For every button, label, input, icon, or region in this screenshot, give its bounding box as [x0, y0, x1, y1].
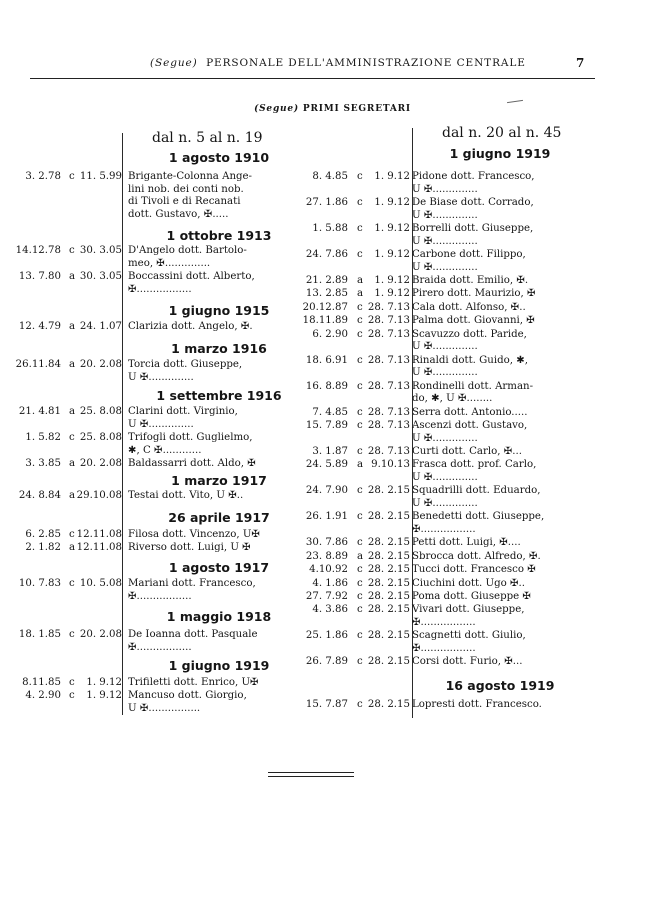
- personnel-entry: [0, 484, 665, 509]
- name-line: Rinaldi dott. Guido, ✱,: [412, 354, 529, 366]
- name-line: U ✠..............: [412, 341, 478, 353]
- name-line: Pirero dott. Maurizio, ✠: [412, 288, 536, 300]
- personnel-entry: [0, 550, 665, 564]
- name-line: Mariani dott. Francesco,: [128, 578, 256, 589]
- name-line: ✠.................: [412, 642, 476, 654]
- entry-date: 30. 3.05: [79, 271, 122, 282]
- entry-date: 28. 2.15: [367, 699, 410, 710]
- promotion-date-heading: 1 giugno 1915: [168, 303, 270, 318]
- birth-date: 21. 2.89: [305, 275, 348, 286]
- name-line: do, ✱, U ✠........: [412, 393, 493, 405]
- range-heading: dal n. 5 al n. 19: [152, 130, 263, 146]
- name-line: De Biase dott. Corrado,: [412, 197, 534, 208]
- entry-date: 28. 2.15: [367, 537, 410, 549]
- name-line: ✠.................: [128, 283, 192, 295]
- birth-date: 6. 2.90: [312, 328, 348, 340]
- name-line: Trifiletti dott. Enrico, U✠: [128, 677, 259, 688]
- class-code: c: [357, 197, 363, 208]
- name-line: U ✠..............: [412, 261, 478, 273]
- promotion-date-heading: 1 agosto 1910: [168, 150, 270, 165]
- name-line: Serra dott. Antonio.....: [412, 406, 528, 418]
- birth-date: 24. 7.90: [305, 485, 348, 497]
- class-code: c: [357, 564, 363, 576]
- birth-date: 3. 1.87: [312, 446, 348, 457]
- personnel-entry: [0, 274, 665, 288]
- name-line: Frasca dott. prof. Carlo,: [412, 459, 537, 471]
- birth-date: 4.10.92: [309, 564, 348, 576]
- class-code: c: [357, 577, 363, 589]
- entry-date: 28. 2.15: [367, 511, 410, 523]
- name-line: Trifogli dott. Guglielmo,: [128, 432, 253, 443]
- entry-date: 28. 2.15: [367, 591, 410, 602]
- name-line: Scagnetti dott. Giulio,: [412, 630, 526, 642]
- class-code: c: [69, 677, 75, 688]
- class-code: c: [357, 301, 363, 313]
- birth-date: 26.11.84: [15, 359, 61, 370]
- entry-date: 28. 7.13: [367, 406, 410, 418]
- entry-date: 30. 3.05: [79, 245, 122, 256]
- class-code: c: [357, 328, 363, 340]
- personnel-entry: [0, 314, 665, 328]
- entry-date: 1. 9.12: [374, 275, 410, 286]
- class-code: c: [69, 245, 75, 256]
- birth-date: 3. 2.78: [25, 171, 61, 182]
- entry-date: 28. 2.15: [367, 550, 410, 562]
- promotion-date-heading: 16 agosto 1919: [445, 678, 555, 693]
- class-code: a: [357, 550, 364, 562]
- birth-date: 30. 7.86: [305, 537, 348, 549]
- sub-segue-label: (Segue): [254, 104, 299, 114]
- class-code: c: [357, 315, 363, 327]
- personnel-entry: [0, 354, 665, 379]
- class-code: c: [357, 485, 363, 497]
- class-code: a: [357, 275, 364, 286]
- birth-date: 20.12.87: [302, 301, 348, 313]
- class-code: c: [357, 354, 363, 366]
- name-line: Squadrilli dott. Eduardo,: [412, 485, 541, 497]
- promotion-date-heading: 1 agosto 1917: [168, 560, 270, 575]
- birth-date: 13. 2.85: [305, 288, 348, 300]
- entry-date: 29.10.08: [76, 490, 122, 501]
- promotion-date-heading: 26 aprile 1917: [168, 510, 270, 525]
- personnel-entry: [0, 577, 665, 591]
- name-line: Corsi dott. Furio, ✠...: [412, 656, 523, 668]
- entry-date: 28. 2.15: [367, 656, 410, 668]
- birth-date: 21. 4.81: [18, 406, 61, 417]
- entry-date: 11. 5.99: [79, 171, 122, 182]
- name-line: Pidone dott. Francesco,: [412, 171, 535, 182]
- entry-date: 28. 2.15: [367, 485, 410, 497]
- entry-date: 25. 8.08: [79, 406, 122, 417]
- name-line: Riverso dott. Luigi, U ✠: [128, 542, 251, 554]
- birth-date: 27. 7.92: [305, 591, 348, 602]
- name-line: Poma dott. Giuseppe ✠: [412, 591, 531, 602]
- promotion-date-heading: 1 marzo 1916: [171, 341, 267, 356]
- entry-date: 20. 2.08: [79, 629, 122, 640]
- name-line: Clarini dott. Virginio,: [128, 406, 238, 417]
- personnel-entry: [0, 676, 665, 690]
- class-code: a: [69, 542, 76, 554]
- birth-date: 4. 1.86: [312, 577, 348, 589]
- entry-date: 28. 7.13: [367, 301, 410, 313]
- entry-date: 12.11.08: [76, 529, 122, 540]
- name-line: dott. Gustavo, ✠.....: [128, 208, 229, 220]
- entry-date: 28. 2.15: [367, 630, 410, 642]
- name-line: Braida dott. Emilio, ✠.: [412, 275, 529, 286]
- name-line: Vivari dott. Giuseppe,: [412, 604, 525, 616]
- name-line: Sbrocca dott. Alfredo, ✠.: [412, 550, 541, 562]
- entry-date: 28. 7.13: [367, 354, 410, 366]
- class-code: c: [357, 223, 363, 234]
- birth-date: 12. 4.79: [18, 321, 61, 332]
- class-code: c: [69, 690, 75, 702]
- class-code: a: [69, 406, 76, 417]
- class-code: a: [357, 288, 364, 300]
- name-line: di Tivoli e di Recanati: [128, 196, 241, 208]
- entry-date: 24. 1.07: [79, 321, 122, 332]
- promotion-date-heading: 1 marzo 1917: [171, 473, 267, 488]
- birth-date: 10. 7.83: [18, 578, 61, 589]
- entry-date: 28. 2.15: [367, 564, 410, 576]
- class-code: c: [357, 537, 363, 549]
- segue-label: (Segue): [150, 57, 198, 69]
- personnel-entry: [0, 406, 665, 420]
- name-line: U ✠..............: [412, 497, 478, 509]
- class-code: a: [69, 321, 76, 332]
- closing-double-rule: [268, 772, 354, 777]
- name-line: U ✠..............: [412, 471, 478, 483]
- birth-date: 18. 1.85: [18, 629, 61, 640]
- name-line: U ✠..............: [412, 183, 478, 195]
- name-line: Brigante-Colonna Ange-: [128, 171, 253, 182]
- birth-date: 1. 5.82: [25, 432, 61, 443]
- birth-date: 26. 1.91: [305, 511, 348, 523]
- birth-date: 27. 1.86: [305, 197, 348, 208]
- entry-date: 25. 8.08: [79, 432, 122, 443]
- class-code: c: [357, 446, 363, 457]
- birth-date: 8. 4.85: [312, 171, 348, 182]
- header-rule: [30, 78, 595, 79]
- class-code: c: [69, 629, 75, 640]
- name-line: D'Angelo dott. Bartolo-: [128, 245, 247, 256]
- personnel-entry: [0, 603, 665, 628]
- birth-date: 18. 6.91: [305, 354, 348, 366]
- entry-date: 9.10.13: [371, 459, 410, 471]
- name-line: meo, ✠..............: [128, 257, 211, 269]
- name-line: Scavuzzo dott. Paride,: [412, 328, 527, 340]
- name-line: U ✠................: [128, 702, 201, 714]
- birth-date: 6. 2.85: [25, 529, 61, 540]
- class-code: c: [357, 171, 363, 182]
- name-line: Ciuchini dott. Ugo ✠..: [412, 577, 526, 589]
- entry-date: 1. 9.12: [374, 197, 410, 208]
- birth-date: 25. 1.86: [305, 630, 348, 642]
- class-code: c: [357, 630, 363, 642]
- section-title: PERSONALE DELL'AMMINISTRAZIONE CENTRALE: [206, 57, 526, 69]
- class-code: c: [357, 406, 363, 418]
- birth-date: 3. 3.85: [25, 458, 61, 469]
- name-line: ✠.................: [128, 641, 192, 653]
- entry-date: 28. 7.13: [367, 328, 410, 340]
- birth-date: 2. 1.82: [25, 542, 61, 554]
- birth-date: 8.11.85: [22, 677, 61, 688]
- entry-date: 20. 2.08: [79, 458, 122, 469]
- name-line: Palma dott. Giovanni, ✠: [412, 315, 535, 327]
- entry-date: 28. 2.15: [367, 577, 410, 589]
- birth-date: 24. 7.86: [305, 249, 348, 260]
- promotion-date-heading: 1 giugno 1919: [168, 658, 270, 673]
- class-code: c: [69, 171, 75, 182]
- name-line: U ✠..............: [412, 432, 478, 444]
- range-heading: dal n. 20 al n. 45: [442, 125, 562, 141]
- entry-date: 20. 2.08: [79, 359, 122, 370]
- name-line: ✱, C ✠............: [128, 444, 202, 456]
- class-code: a: [69, 490, 76, 501]
- entry-date: 10. 5.08: [79, 578, 122, 589]
- entry-date: 28. 2.15: [367, 604, 410, 616]
- class-code: a: [357, 459, 364, 471]
- class-code: c: [357, 511, 363, 523]
- class-code: c: [357, 591, 363, 602]
- name-line: Tucci dott. Francesco ✠: [412, 564, 536, 576]
- name-line: U ✠..............: [412, 235, 478, 247]
- entry-date: 1. 9.12: [374, 171, 410, 182]
- name-line: Carbone dott. Filippo,: [412, 249, 526, 260]
- name-line: Rondinelli dott. Arman-: [412, 380, 534, 392]
- entry-date: 12.11.08: [76, 542, 122, 554]
- birth-date: 24. 5.89: [305, 459, 348, 471]
- personnel-entry: [0, 287, 665, 301]
- sub-heading: [0, 104, 665, 114]
- name-line: Ascenzi dott. Gustavo,: [412, 420, 528, 431]
- name-line: Mancuso dott. Giorgio,: [128, 690, 247, 702]
- class-code: a: [69, 359, 76, 370]
- class-code: a: [69, 458, 76, 469]
- ink-mark: [507, 100, 523, 103]
- class-code: c: [69, 578, 75, 589]
- name-line: U ✠..............: [412, 209, 478, 221]
- class-code: c: [357, 420, 363, 431]
- name-line: Borrelli dott. Giuseppe,: [412, 223, 534, 234]
- page-number: 7: [576, 56, 585, 70]
- birth-date: 13. 7.80: [18, 271, 61, 282]
- promotion-date-heading: 1 settembre 1916: [156, 388, 282, 403]
- personnel-entry: [0, 563, 665, 577]
- name-line: ✠.................: [412, 616, 476, 628]
- entry-date: 1. 9.12: [374, 249, 410, 260]
- class-code: c: [357, 656, 363, 668]
- name-line: lini nob. dei conti nob.: [128, 183, 244, 195]
- name-line: Testai dott. Vito, U ✠..: [128, 490, 244, 501]
- entry-date: 28. 7.13: [367, 315, 410, 327]
- name-line: U ✠..............: [128, 371, 194, 383]
- name-line: Curti dott. Carlo, ✠...: [412, 446, 522, 457]
- class-code: c: [69, 432, 75, 443]
- personnel-entry: [0, 590, 665, 604]
- entry-date: 1. 9.12: [86, 690, 122, 702]
- birth-date: 26. 7.89: [305, 656, 348, 668]
- name-line: Clarizia dott. Angelo, ✠.: [128, 321, 253, 332]
- running-header: [0, 57, 665, 75]
- personnel-entry: [0, 629, 665, 654]
- birth-date: 15. 7.87: [305, 699, 348, 710]
- birth-date: 14.12.78: [15, 245, 61, 256]
- personnel-entry: [0, 536, 665, 550]
- birth-date: 7. 4.85: [312, 406, 348, 418]
- name-line: Torcia dott. Giuseppe,: [128, 359, 243, 370]
- class-code: c: [357, 699, 363, 710]
- entry-date: 1. 9.12: [374, 288, 410, 300]
- personnel-entry: [0, 301, 665, 315]
- birth-date: 4. 3.86: [312, 604, 348, 616]
- entry-date: 28. 7.13: [367, 380, 410, 392]
- promotion-date-heading: 1 maggio 1918: [166, 609, 272, 624]
- name-line: De Ioanna dott. Pasquale: [128, 629, 258, 640]
- name-line: U ✠..............: [128, 418, 194, 430]
- promotion-date-heading: 1 ottobre 1913: [166, 228, 272, 243]
- running-header-title: [150, 57, 526, 69]
- class-code: c: [357, 604, 363, 616]
- entry-date: 1. 9.12: [374, 223, 410, 234]
- class-code: c: [69, 529, 75, 540]
- name-line: Lopresti dott. Francesco.: [412, 699, 542, 710]
- name-line: Boccassini dott. Alberto,: [128, 271, 255, 282]
- birth-date: 4. 2.90: [25, 690, 61, 702]
- class-code: a: [69, 271, 76, 282]
- personnel-entry: [0, 698, 665, 712]
- name-line: ✠.................: [128, 590, 192, 602]
- birth-date: 18.11.89: [302, 315, 348, 327]
- personnel-entry: [0, 222, 665, 247]
- name-line: U ✠..............: [412, 367, 478, 379]
- promotion-date-heading: 1 giugno 1919: [449, 146, 551, 161]
- name-line: Benedetti dott. Giuseppe,: [412, 511, 545, 523]
- birth-date: 23. 8.89: [305, 550, 348, 562]
- name-line: ✠.................: [412, 523, 476, 535]
- personnel-entry: [0, 655, 665, 669]
- birth-date: 16. 8.89: [305, 380, 348, 392]
- name-line: Filosa dott. Vincenzo, U✠: [128, 529, 260, 540]
- name-line: Petti dott. Luigi, ✠....: [412, 537, 521, 549]
- name-line: Baldassarri dott. Aldo, ✠: [128, 458, 256, 469]
- class-code: c: [357, 380, 363, 392]
- birth-date: 24. 8.84: [18, 490, 61, 501]
- entry-date: 1. 9.12: [86, 677, 122, 688]
- birth-date: 1. 5.88: [312, 223, 348, 234]
- entry-date: 28. 7.13: [367, 420, 410, 431]
- birth-date: 15. 7.89: [305, 420, 348, 431]
- name-line: Cala dott. Alfonso, ✠..: [412, 301, 526, 313]
- entry-date: 28. 7.13: [367, 446, 410, 457]
- class-code: c: [357, 249, 363, 260]
- personnel-entry: [0, 445, 665, 459]
- sub-heading-title: PRIMI SEGRETARI: [302, 104, 411, 114]
